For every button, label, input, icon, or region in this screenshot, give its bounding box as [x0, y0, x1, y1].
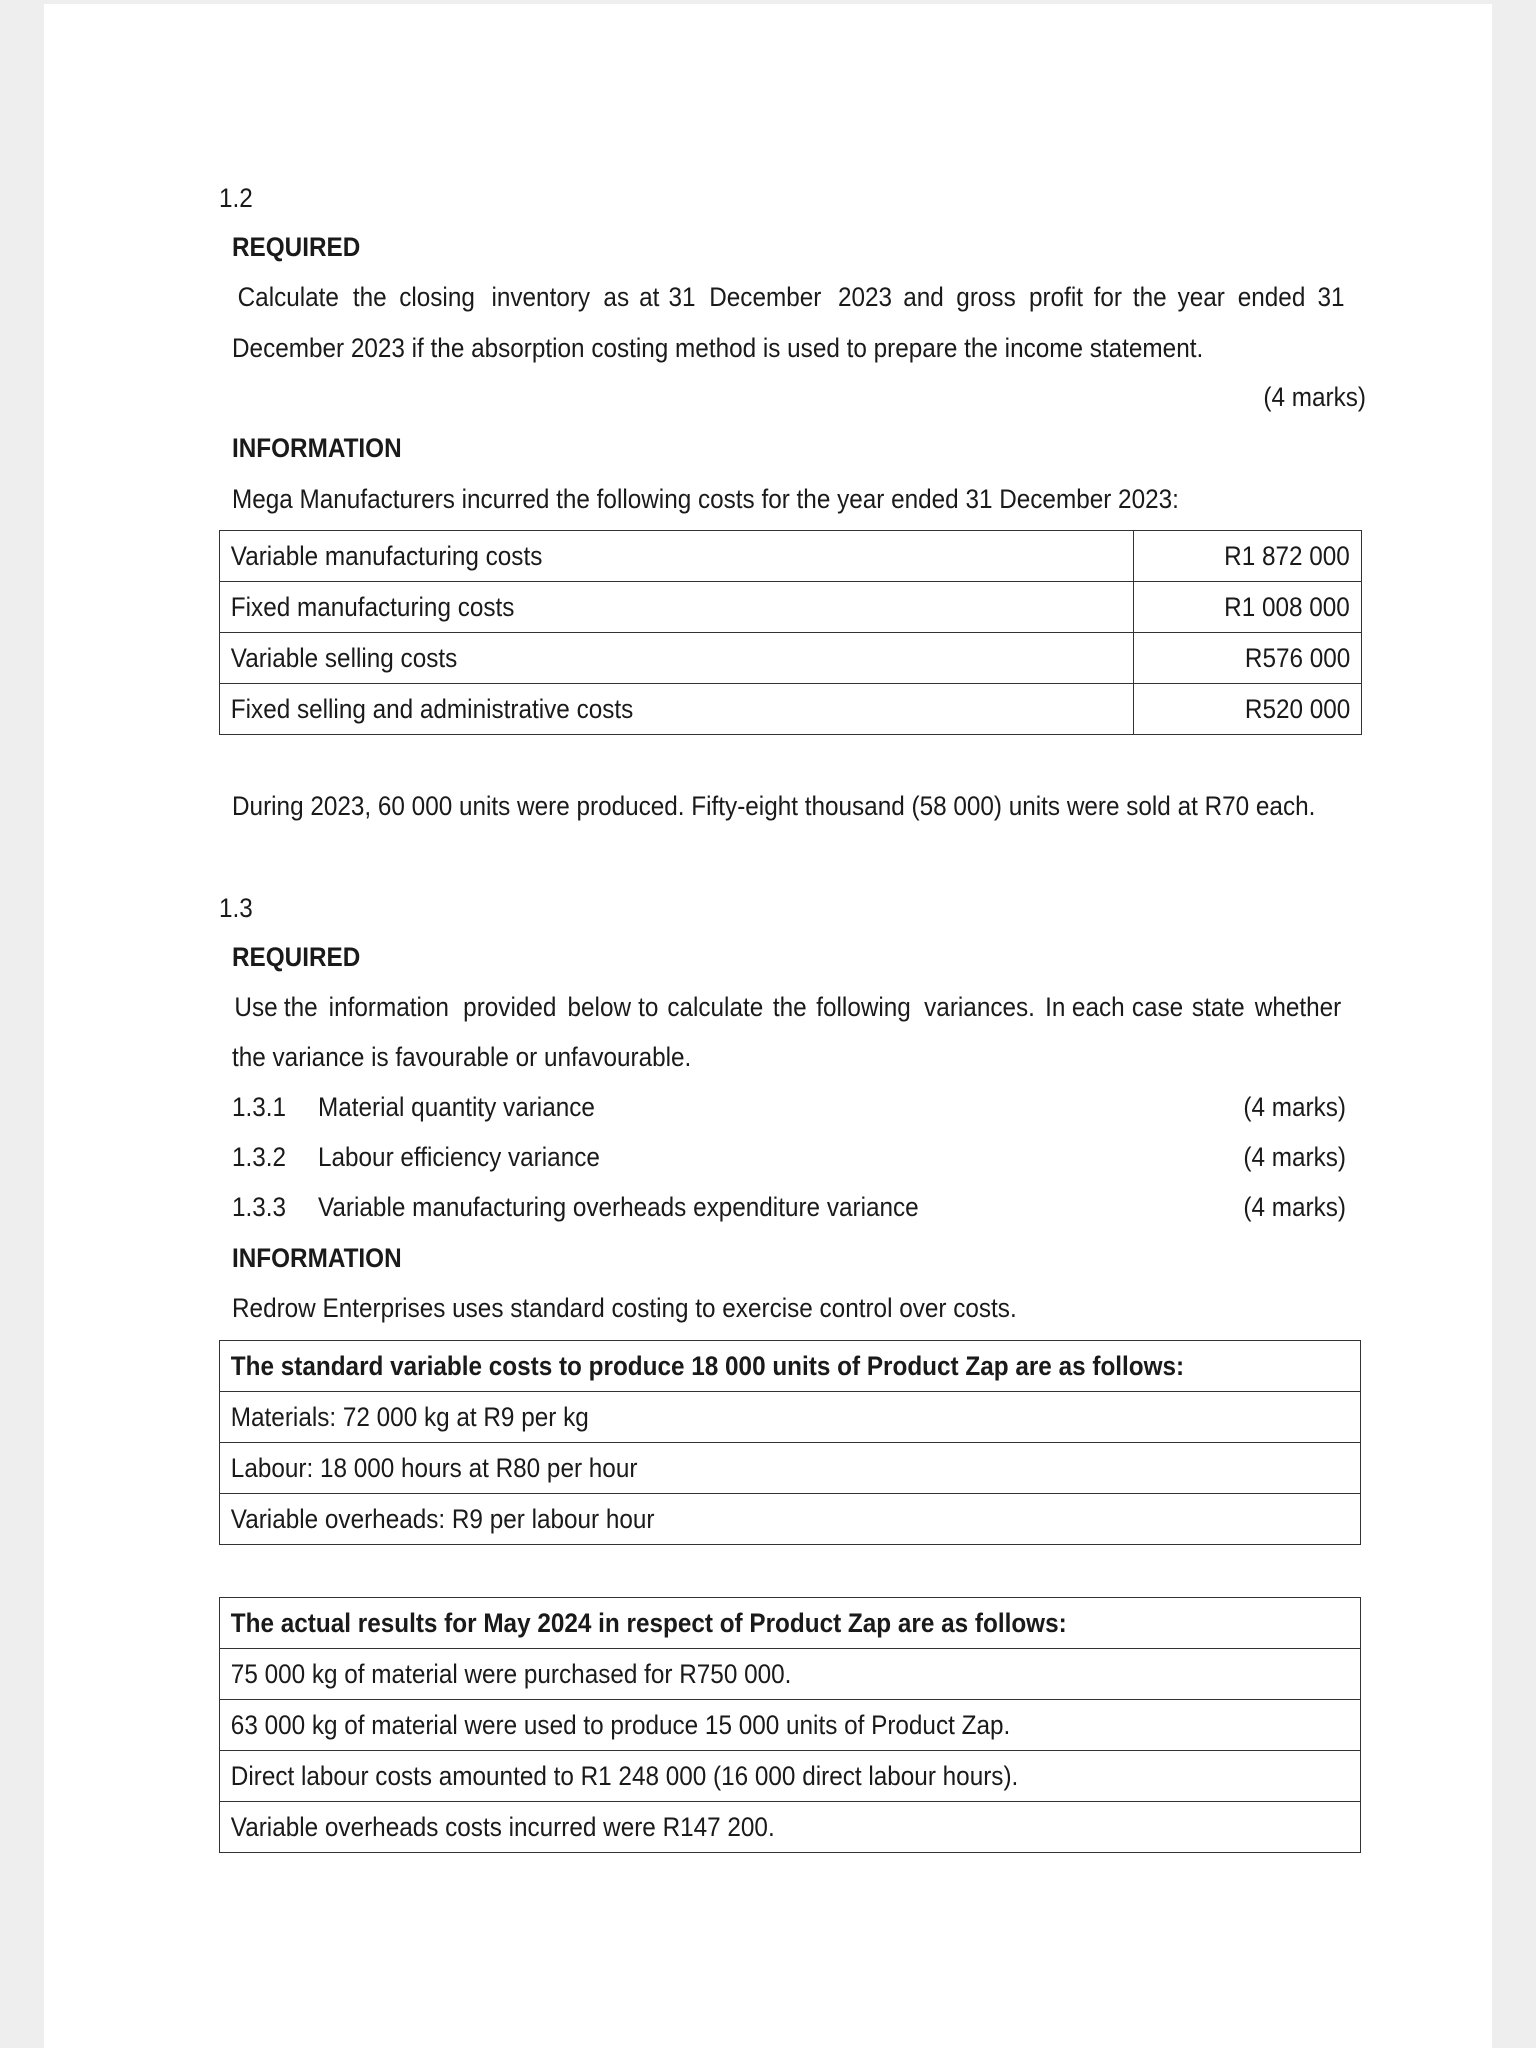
cost-amount: R520 000: [1244, 693, 1351, 724]
standard-row-text: Materials: 72 000 kg at R9 per kg: [230, 1401, 589, 1432]
standard-cost-table: [219, 1340, 1361, 1545]
standard-table-row: [220, 1392, 1361, 1443]
cost-amount: R1 008 000: [1224, 591, 1351, 622]
cost-label: Variable manufacturing costs: [230, 540, 543, 571]
standard-table-header-cell: [220, 1341, 1361, 1392]
justified-word: each: [1071, 992, 1125, 1022]
justified-word: the: [1132, 282, 1167, 312]
actual-table-row: [220, 1700, 1361, 1751]
standard-table-row: [220, 1443, 1361, 1494]
justified-word: profit: [1028, 282, 1083, 312]
justified-word: closing: [399, 282, 476, 312]
justified-word: at: [638, 282, 659, 312]
standard-table-cell: [220, 1443, 1361, 1494]
cost-label: Fixed selling and administrative costs: [230, 693, 634, 724]
standard-table-cell: [220, 1494, 1361, 1545]
subquestion-marks: (4 marks): [1243, 1142, 1346, 1172]
cost-amount: R1 872 000: [1224, 540, 1351, 571]
cost-amount-cell: [1134, 633, 1362, 684]
justified-word: the: [772, 992, 807, 1022]
document-page: [44, 4, 1492, 2048]
actual-results-table: [219, 1597, 1361, 1853]
justified-word: and: [903, 282, 945, 312]
cost-label-cell: [220, 633, 1134, 684]
cost-table: [219, 530, 1362, 735]
cost-amount-cell: [1134, 531, 1362, 582]
justified-word: the: [353, 282, 387, 312]
subquestion-text: Variable manufacturing overheads expenditure variance: [318, 1192, 919, 1222]
required-heading-1-3: REQUIRED: [232, 942, 361, 972]
justified-word: information: [328, 992, 450, 1022]
question-number-1-3: 1.3: [219, 893, 253, 923]
actual-table-cell: [220, 1751, 1361, 1802]
subquestion-text: Labour efficiency variance: [318, 1142, 600, 1172]
justified-word: below: [567, 992, 632, 1022]
justified-word: year: [1177, 282, 1225, 312]
subquestion-number: 1.3.1: [232, 1092, 287, 1122]
justified-word: to: [638, 992, 659, 1022]
required-text-1-3-line1: [232, 991, 1346, 1023]
question-number-1-2: 1.2: [219, 183, 253, 213]
subquestion-number: 1.3.3: [232, 1192, 287, 1222]
justified-word: gross: [956, 282, 1016, 312]
justified-word: inventory: [491, 282, 591, 312]
justified-word: provided: [463, 992, 557, 1022]
standard-table-header-row: [220, 1341, 1361, 1392]
actual-table-row: [220, 1649, 1361, 1700]
justified-word: In: [1044, 992, 1066, 1022]
justified-word: 31: [1317, 282, 1345, 312]
information-heading-1-2: INFORMATION: [232, 433, 402, 463]
standard-table-header: The standard variable costs to produce 18 000 units of Product Zap are as follows:: [230, 1350, 1185, 1381]
justified-word: ended: [1237, 282, 1306, 312]
actual-row-text: 75 000 kg of material were purchased for R750 000.: [230, 1658, 792, 1689]
cost-table-row: [220, 582, 1362, 633]
cost-label-cell: [220, 531, 1134, 582]
cost-table-row: [220, 531, 1362, 582]
cost-label-cell: [220, 582, 1134, 633]
justified-word: state: [1191, 992, 1245, 1022]
subquestion-1-3-3: [232, 1191, 1346, 1223]
standard-row-text: Variable overheads: R9 per labour hour: [230, 1503, 655, 1534]
production-note: During 2023, 60 000 units were produced. Fifty-eight thousand (58 000) units were sold at R70 each.: [232, 791, 1316, 821]
justified-word: the: [284, 992, 319, 1022]
subquestion-number: 1.3.2: [232, 1142, 287, 1172]
justified-word: Use: [234, 992, 278, 1022]
actual-table-cell: [220, 1649, 1361, 1700]
actual-row-text: Variable overheads costs incurred were R147 200.: [230, 1811, 775, 1842]
actual-table-row: [220, 1751, 1361, 1802]
actual-row-text: Direct labour costs amounted to R1 248 000 (16 000 direct labour hours).: [230, 1760, 1019, 1791]
actual-row-text: 63 000 kg of material were used to produce 15 000 units of Product Zap.: [230, 1709, 1011, 1740]
actual-table-header-cell: [220, 1598, 1361, 1649]
justified-word: 2023: [837, 282, 892, 312]
required-text-1-3-line2: the variance is favourable or unfavourable.: [232, 1042, 692, 1072]
actual-table-row: [220, 1802, 1361, 1853]
cost-label: Variable selling costs: [230, 642, 458, 673]
cost-table-row: [220, 633, 1362, 684]
justified-word: whether: [1254, 992, 1342, 1022]
cost-label: Fixed manufacturing costs: [230, 591, 515, 622]
information-intro-1-3: Redrow Enterprises uses standard costing to exercise control over costs.: [232, 1293, 1017, 1323]
standard-table-cell: [220, 1392, 1361, 1443]
justified-word: variances.: [924, 992, 1036, 1022]
cost-amount-cell: [1134, 684, 1362, 735]
cost-amount: R576 000: [1244, 642, 1351, 673]
subquestion-text: Material quantity variance: [318, 1092, 595, 1122]
justified-word: for: [1094, 282, 1123, 312]
information-intro-1-2: Mega Manufacturers incurred the following costs for the year ended 31 December 2023:: [232, 484, 1179, 514]
standard-table-row: [220, 1494, 1361, 1545]
justified-word: as: [603, 282, 630, 312]
actual-table-cell: [220, 1700, 1361, 1751]
cost-label-cell: [220, 684, 1134, 735]
actual-table-cell: [220, 1802, 1361, 1853]
subquestion-1-3-2: [232, 1141, 1346, 1173]
justified-word: calculate: [667, 992, 764, 1022]
required-text-1-2-line2: December 2023 if the absorption costing method is used to prepare the income statement.: [232, 333, 1204, 363]
standard-row-text: Labour: 18 000 hours at R80 per hour: [230, 1452, 638, 1483]
justified-word: 31: [668, 282, 696, 312]
justified-word: case: [1132, 992, 1184, 1022]
cost-table-row: [220, 684, 1362, 735]
subquestion-marks: (4 marks): [1243, 1092, 1346, 1122]
information-heading-1-3: INFORMATION: [232, 1243, 402, 1273]
justified-word: December: [709, 282, 822, 312]
actual-table-header: The actual results for May 2024 in respect of Product Zap are as follows:: [230, 1607, 1067, 1638]
actual-table-header-row: [220, 1598, 1361, 1649]
cost-amount-cell: [1134, 582, 1362, 633]
marks-1-2: (4 marks): [1263, 382, 1366, 412]
justified-word: Calculate: [237, 282, 339, 312]
required-heading-1-2: REQUIRED: [232, 232, 361, 262]
subquestion-marks: (4 marks): [1243, 1192, 1346, 1222]
subquestion-1-3-1: [232, 1091, 1346, 1123]
required-text-1-2-line1: [232, 281, 1346, 313]
justified-word: following: [816, 992, 911, 1022]
